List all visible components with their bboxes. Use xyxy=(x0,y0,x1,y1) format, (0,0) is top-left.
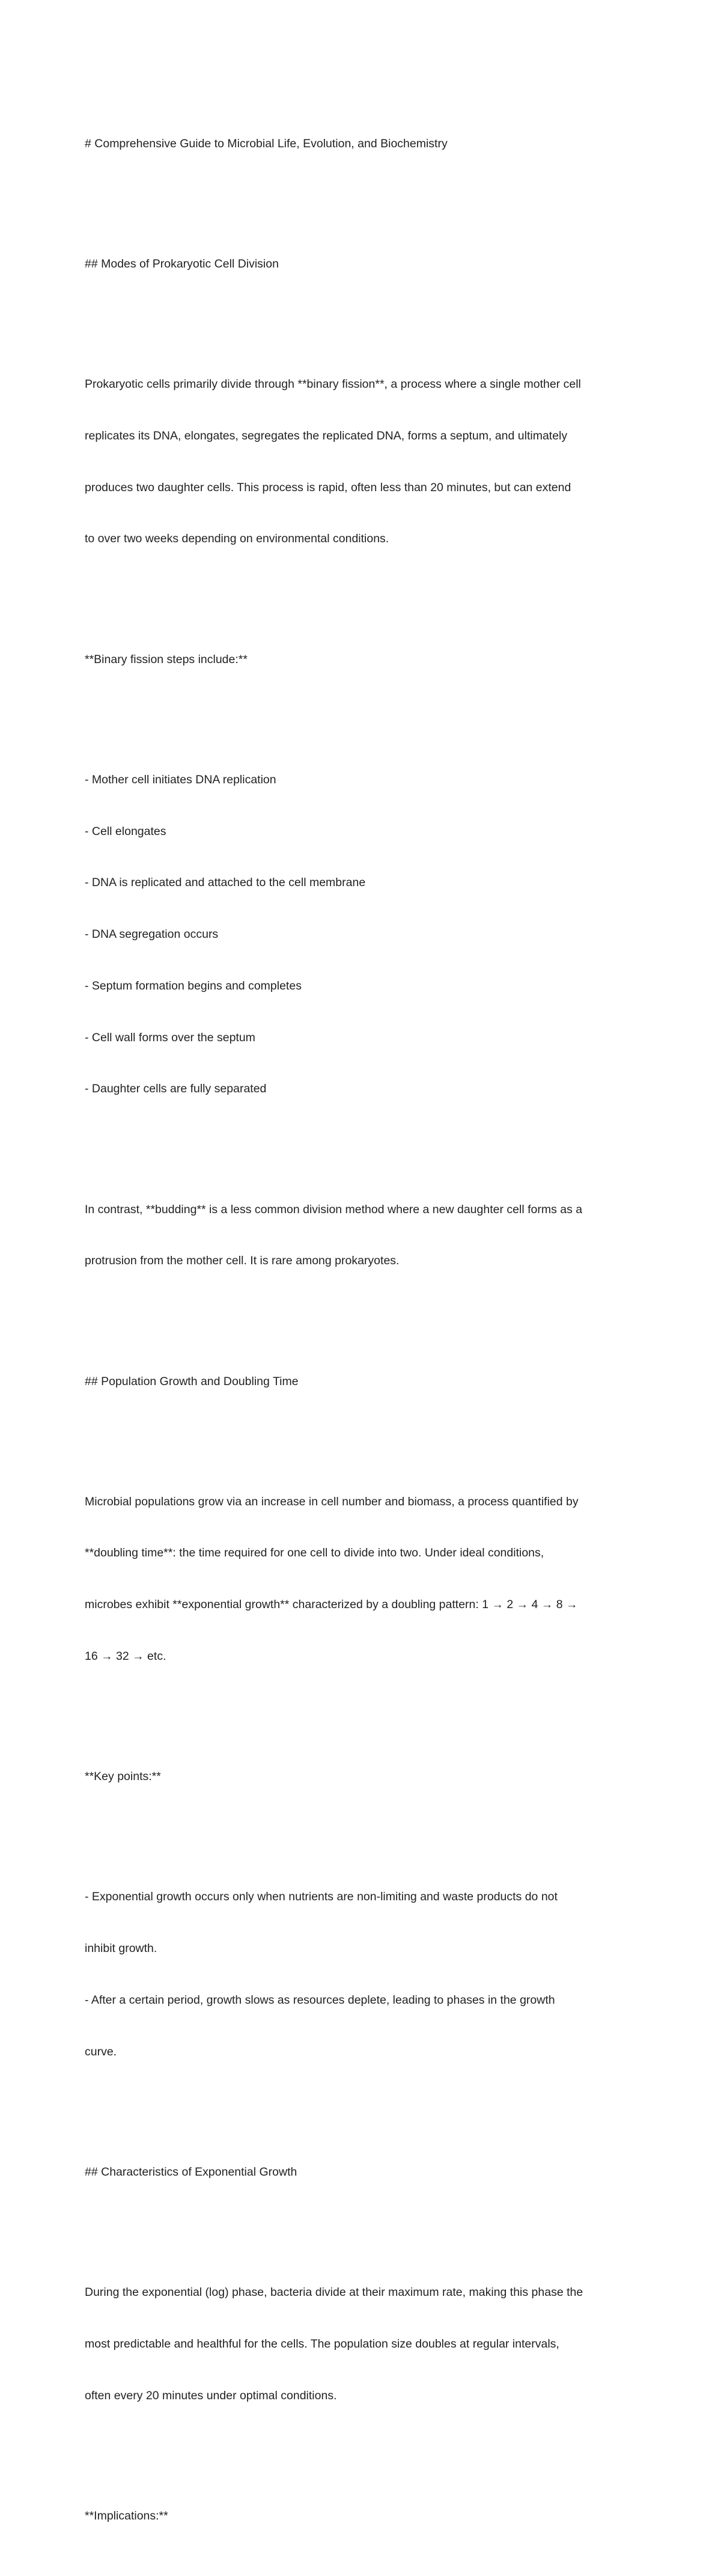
paragraph-line: **doubling time**: the time required for one cell to divide into two. Under ideal conditions, xyxy=(85,1546,544,1560)
section-heading-cell-division: ## Modes of Prokaryotic Cell Division xyxy=(85,257,279,271)
list-item: - Exponential growth occurs only when nutrients are non-limiting and waste products do not xyxy=(85,1890,558,1904)
document-body xyxy=(85,84,643,2576)
list-item: - DNA is replicated and attached to the cell membrane xyxy=(85,876,366,890)
paragraph-line: protrusion from the mother cell. It is rare among prokaryotes. xyxy=(85,1254,400,1268)
blank-line xyxy=(85,702,643,720)
blank-line xyxy=(85,187,643,204)
blank-line xyxy=(85,307,643,325)
paragraph-line: 16 → 32 → etc. xyxy=(85,1650,166,1663)
blank-line xyxy=(85,1132,643,1149)
steps-heading: **Binary fission steps include:** xyxy=(85,652,248,666)
paragraph-line: replicates its DNA, elongates, segregates the replicated DNA, forms a septum, and ultimately xyxy=(85,429,568,442)
paragraph-line: often every 20 minutes under optimal conditions. xyxy=(85,2388,337,2402)
section-heading-population-growth: ## Population Growth and Doubling Time xyxy=(85,1374,299,1388)
list-item: - Mother cell initiates DNA replication xyxy=(85,772,276,786)
blank-line xyxy=(85,1304,643,1321)
list-item: - Cell wall forms over the septum xyxy=(85,1030,255,1044)
blank-line xyxy=(85,1699,643,1717)
section-heading-exponential-growth: ## Characteristics of Exponential Growth xyxy=(85,2165,297,2179)
blank-line xyxy=(85,2094,643,2112)
paragraph-line: produces two daughter cells. This process is rapid, often less than 20 minutes, but can extend xyxy=(85,480,571,494)
paragraph-line: microbes exhibit **exponential growth** characterized by a doubling pattern: 1 → 2 → 4 → 8 → xyxy=(85,1598,578,1612)
paragraph-line: Microbial populations grow via an increase in cell number and biomass, a process quantified by xyxy=(85,1495,579,1508)
blank-line xyxy=(85,2438,643,2456)
list-item-continuation: inhibit growth. xyxy=(85,1942,157,1956)
paragraph-line: Prokaryotic cells primarily divide through **binary fission**, a process where a single mother cell xyxy=(85,378,581,391)
blank-line xyxy=(85,2215,643,2233)
blank-line xyxy=(85,1424,643,1442)
paragraph-line: In contrast, **budding** is a less common division method where a new daughter cell forms as a xyxy=(85,1202,583,1216)
document-title: # Comprehensive Guide to Microbial Life, Evolution, and Biochemistry xyxy=(85,136,448,150)
list-item: - After a certain period, growth slows as resources deplete, leading to phases in the growth xyxy=(85,1993,555,2007)
list-item-continuation: curve. xyxy=(85,2045,117,2058)
paragraph-line: During the exponential (log) phase, bacteria divide at their maximum rate, making this phase the xyxy=(85,2286,583,2299)
blank-line xyxy=(85,1820,643,1837)
paragraph-line: to over two weeks depending on environmental conditions. xyxy=(85,532,389,546)
list-item: - DNA segregation occurs xyxy=(85,928,219,941)
paragraph-line: most predictable and healthful for the cells. The population size doubles at regular intervals, xyxy=(85,2337,559,2351)
list-item: - Daughter cells are fully separated xyxy=(85,1082,267,1096)
blank-line xyxy=(85,582,643,599)
list-item: - Cell elongates xyxy=(85,824,166,838)
list-item: - Septum formation begins and completes xyxy=(85,979,302,993)
keypoints-heading: **Key points:** xyxy=(85,1770,161,1784)
implications-heading: **Implications:** xyxy=(85,2509,168,2522)
